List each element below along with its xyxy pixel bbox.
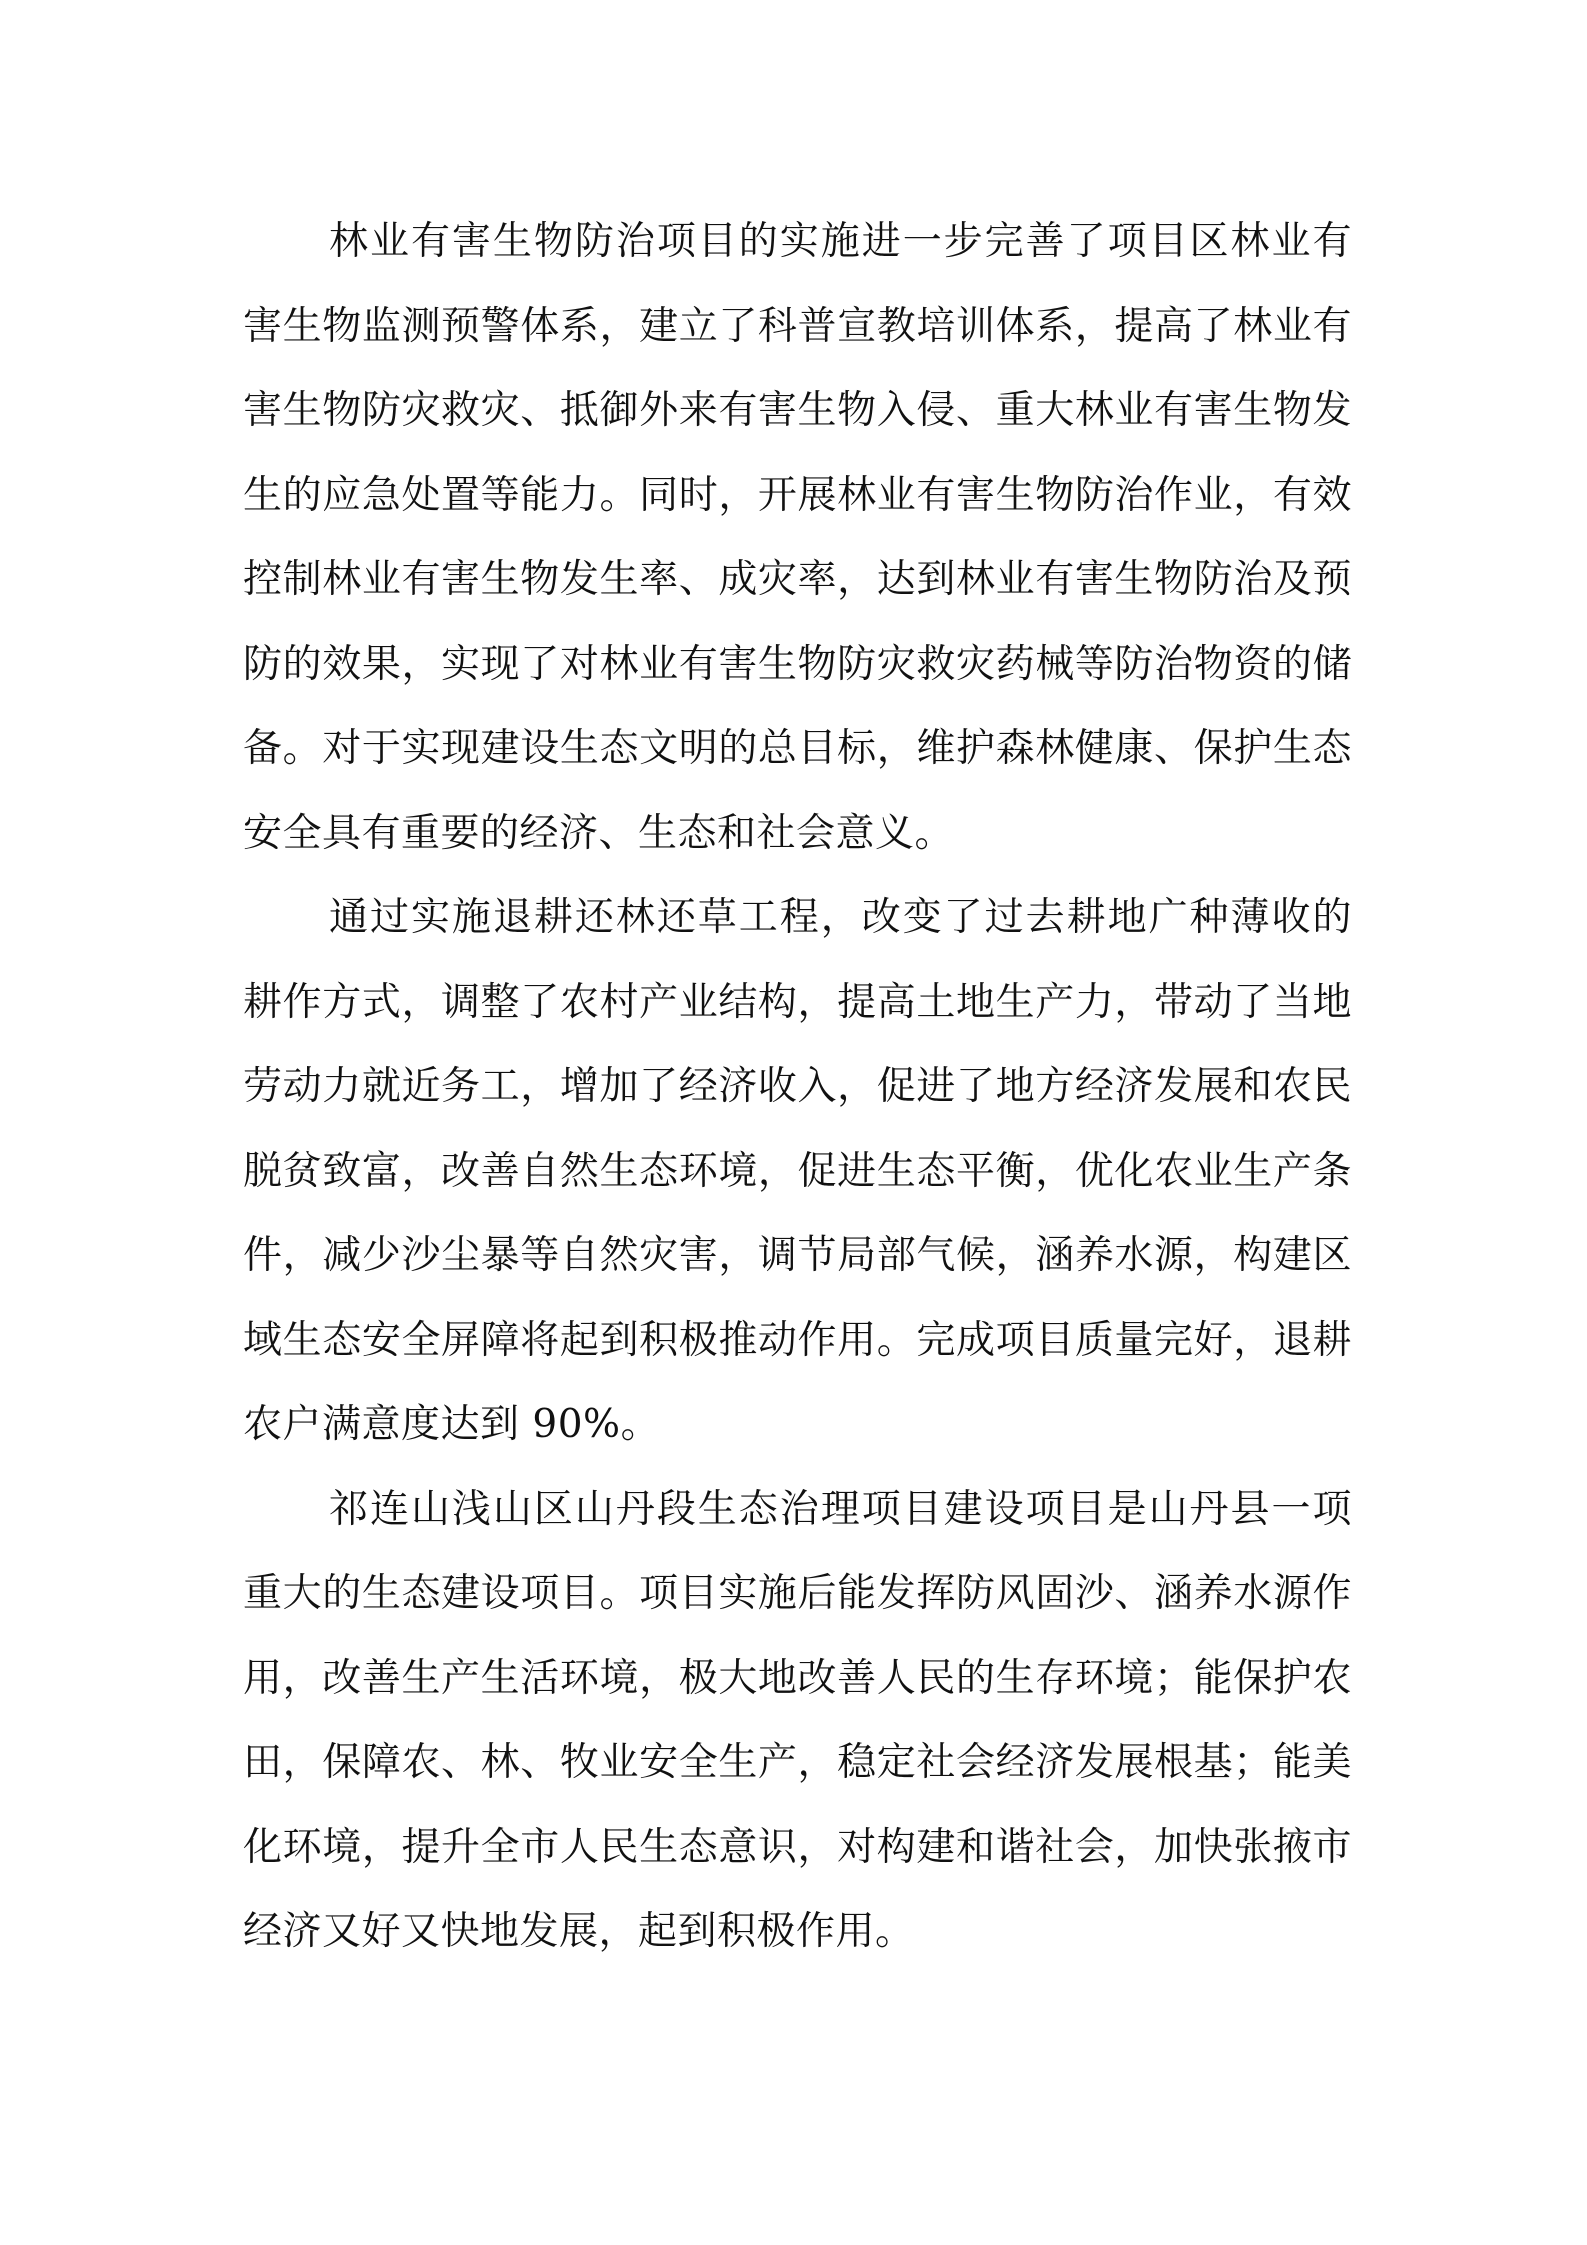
paragraph-forest-pest-control: 林业有害生物防治项目的实施进一步完善了项目区林业有害生物监测预警体系，建立了科普宣教培训体系，提高了林业有害生物防灾救灾、抵御外来有害生物入侵、重大林业有害生物发生的应急处置等能力。同时，开展林业有害生物防治作业，有效控制林业有害生物发生率、成灾率，达到林业有害生物防治及预防的效果，实现了对林业有害生物防灾救灾药械等防治物资的储备。对于实现建设生态文明的总目标，维护森林健康、保护生态安全具有重要的经济、生态和社会意义。 bbox=[243, 219, 1352, 856]
document-body bbox=[243, 200, 1352, 1975]
paragraph-grain-for-green: 通过实施退耕还林还草工程，改变了过去耕地广种薄收的耕作方式，调整了农村产业结构，提高土地生产力，带动了当地劳动力就近务工，增加了经济收入，促进了地方经济发展和农民脱贫致富，改善自然生态环境，促进生态平衡，优化农业生产条件，减少沙尘暴等自然灾害，调节局部气候，涵养水源，构建区域生态安全屏障将起到积极推动作用。完成项目质量完好，退耕农户满意度达到 90%。 bbox=[243, 895, 1352, 1447]
paragraph-qilian-mountain-project: 祁连山浅山区山丹段生态治理项目建设项目是山丹县一项重大的生态建设项目。项目实施后能发挥防风固沙、涵养水源作用，改善生产生活环境，极大地改善人民的生存环境；能保护农田，保障农、林、牧业安全生产，稳定社会经济发展根基；能美化环境，提升全市人民生态意识，对构建和谐社会，加快张掖市经济又好又快地发展，起到积极作用。 bbox=[243, 1486, 1352, 1954]
